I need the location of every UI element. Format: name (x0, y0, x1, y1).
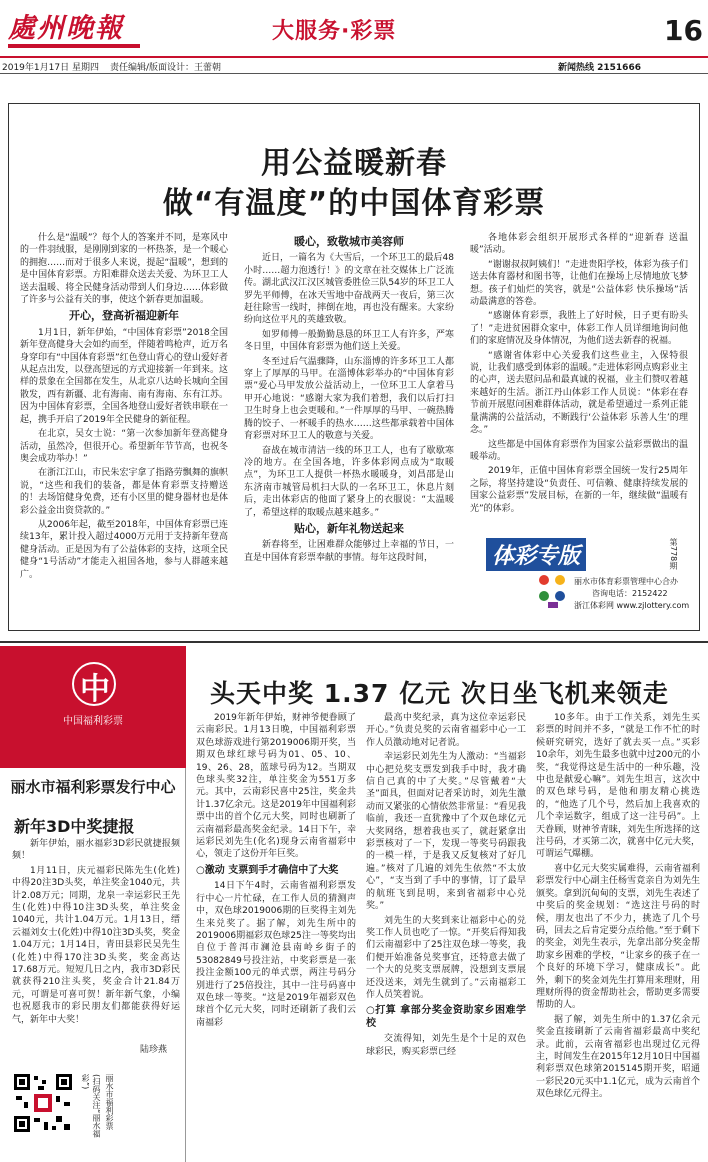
paragraph: 冬至过后气温骤降，山东淄博的许多环卫工人都穿上了厚厚的马甲。在淄博体彩举办的“中国体育彩票”爱心马甲发放公益活动上，一位环卫工人拿着马甲开心地说：“感谢大家为我们着想，我们以后打扫卫生时身上也会更暖和。”一件厚厚的马甲、一碗热腾腾的饺子、一杯暖手的热水……这些都承载着中国体育彩票对环卫工人的敬意与关爱。 (244, 356, 454, 442)
jackpot-column-2 (366, 712, 526, 1158)
paragraph: 近日，一篇名为《大雪后，一个环卫工的最后48小时……超力泡透行！》的文章在社交媒体上广泛流传。湖北武汉江汉区城管委胜俭三队54岁的环卫工人罗先平师傅，在冰天雪地中奋战两天一夜后，第三次赶往除雪一线时，摔倒在地，再也没有醒来。大家纷纷向这位平凡的英雄致敬。 (244, 253, 454, 326)
article-intro: 什么是“温暖”？每个人的答案并不同，是寒风中的一件羽绒服，是刚刚到家的一杯热茶，是一个暖心的拥抱……而对于很多人来说，提起“温暖”，想到的是中国体育彩票。方阳难群众送去关爱、为环卫工人送去温暖、将全民健身活动带到人们身边……体彩做了许多与公益有关的事，使这个新春更加温暖。 (20, 233, 228, 306)
paragraph: 从2006年起，截至2018年，中国体育彩票已连续13年，累计投入超过4000万元用于支持新年登高健身活动。正是因为有了公益体彩的支持，这项全民健身“1号活动”才能走入祖国各地，参与人群越来越广。 (20, 519, 228, 580)
news-hotline: 新闻热线 2151666 (558, 63, 641, 73)
paragraph: 14日下午4时，云南省福利彩票发行中心一片忙碌，在工作人员的猜测声中，双色球2019006期的巨奖得主刘先生来兑奖了。据了解，刘先生所中的2019006期福彩双色球25注一等奖均出自位于普洱市澜沧县南岭乡街子的53082849号投注站，中奖彩票是一张投注金额100元的单式票，两注号码分别进行了25倍投注，其中一注号码喜中双色球一等奖。“这是2019年福彩双色球首个亿元大奖，同时还刷新了我们云南福彩 (196, 881, 356, 1028)
paragraph: 新春将至，让困难群众能够过上幸福的节日，一直是中国体育彩票奉献的事情。每年这段时间， (244, 540, 454, 563)
logo-underline (8, 44, 140, 48)
header-subdivider (0, 73, 708, 74)
paragraph: 喜中亿元大奖实属难得，云南省福利彩票发行中心副主任杨雪竟亲自为刘先生颁奖。拿到沉甸甸的支票，刘先生表述了中奖后的奖金规划：“选这注号码的时候，朋友也出了不少力，挑选了几个号码，回去之后肯定要分点给他。”至于剩下的奖金，刘先生表示，先拿出部分奖金帮助家乡困难的学校，“让家乡的孩子在一个良好的环境下学习，健康成长”。此外，剩下的奖金刘先生打算用来理财，用理财所得的资金帮助社会，帮助更多需要帮助的人。 (536, 863, 700, 1011)
paragraph: 在浙江江山，市民朱宏宇拿了指路劳飘舞的旗帜说，“这些和我们的装备，都是体育彩票支持赠送的！去场馆健身免费，还有小区里的健身器材也是体彩公益金出资贷款的。” (20, 468, 228, 516)
paragraph: 2019年，正值中国体育彩票全国统一发行25周年之际，将坚持建设“负责任、可信赖、健康持续发展的国家公益彩票”发展目标，在新的一年，继续做“温暖有光”的体彩。 (470, 466, 688, 514)
qr-caption: (扫码关注“丽水福彩”) (81, 1074, 101, 1138)
welfare-logo-symbol-icon: 中 (80, 672, 110, 707)
article-subhead: ○激动 支票到手才确信中了大奖 (196, 864, 339, 876)
paragraph: 奋战在城市清洁一线的环卫工人，也有了歇歇寒冷的地方。在全国各地，许多体彩网点成为“取暖点”，为环卫工人提供一杯热水暖暖身，刘昌邵是山东济南市城管局机扫大队的一名环卫工，休息片刻后，走出体彩店的他面了紧身上的衣服说：“太温暖了，希望这样的取暖点越来越多。” (244, 445, 454, 518)
paragraph: “谢谢叔叔阿姨们！”走进贵阳学校，体彩为孩子们送去体育器材和图书等，让他们在操场上尽情地放飞梦想。孩子们灿烂的笑容，就是“公益体彩 快乐操场”活动最满意的答卷。 (470, 259, 688, 308)
paragraph: 各地体彩会组织开展形式各样的“迎新春 送温暖”活动。 (470, 233, 688, 256)
issue-number: 第778期 (669, 538, 678, 570)
paragraph: 1月1日，新年伊始，“中国体育彩票”2018全国新年登高健身大会如约而至，伴随着鸣枪声，近万名身穿印有“中国体育彩票”红色登山背心的登山爱好者从起点出发，以登高望远的方式迎接新一年到来。这样的景象在全国都在发生，从北京八达岭长城向全国散发，西有新疆、北有海南、南有海南、东有江苏。因为中国体育彩票，全国各地登山爱好者铁串联在一起，携手开启了2019年全民健身的新征程。 (20, 327, 228, 425)
article-subhead: 暖心，致敬城市美容师 (294, 235, 404, 248)
jackpot-column-1 (196, 712, 356, 1158)
sports-lottery-logo-icon (536, 572, 570, 610)
article-headline-line1: 用公益暖新春 (261, 146, 447, 181)
paragraph: 10多年。由于工作关系，刘先生买彩票的时间并不多，“就是工作不忙的时候研究研究，选好了就去买一点。”买彩10余年，刘先生最多也就中过200元的小奖，“我觉得这是生活中的一种乐趣，没中也是献爱心嘛”。刘先生坦言，这次中的双色球号码，是他和朋友精心挑选的，“他选了几个号，然后加上我喜欢的几个幸运数字，组成了这一注号码”。上天眷顾，财神爷青睐，刘先生所选择的这注号码，才买第二次，就喜中亿元大奖，可谓运气爆棚。 (536, 713, 700, 860)
issue-date: 2019年1月17日 星期四 (2, 63, 99, 73)
newspaper-logo: 處州晚報 (8, 13, 124, 44)
paragraph: 交流得知，刘先生是个十足的双色球彩民，购买彩票已经 (366, 1034, 526, 1057)
brand-website: 浙江体彩网 www.zjlottery.com (574, 601, 690, 610)
paragraph: 新年伊始，丽水福彩3D彩民就捷报频频！ (12, 839, 180, 862)
jackpot-headline: 头天中奖 1.37 亿元 次日坐飞机来领走 (210, 679, 669, 708)
brand-phone: 咨询电话：2152422 (592, 589, 668, 598)
paragraph: 最高中奖纪录，真为这位幸运彩民开心。”负责兑奖的云南省福彩中心一工作人员激动地对记者说。 (366, 713, 526, 748)
editor-credit: 责任编辑/版面设计：王蕾朝 (110, 63, 222, 73)
paragraph: 幸运彩民刘先生为人激动：“当福彩中心把兑奖支票发到我手中时，我才确信自己真的中了大奖。”尽管戴着“大圣”面具，但面对记者采访时，刘先生激动而又紧张的心情依然非常显：“看见我临前，我还一直犹豫中了个双色球亿元大奖网络，想着我也买了，就赶紧拿出彩票核对了一下，发现一等奖号码跟我的一模一样，于是我又反复核对了好几遍。”核对了几遍的刘先生依然“不太放心”，“支当到了手中的事情，订了最早的航班飞到昆明，来到省福彩中心兑奖。” (366, 752, 526, 912)
welfare-center-name: 丽水市福利彩票发行中心 (10, 778, 176, 796)
article-subhead: 开心，登高祈福迎新年 (69, 309, 179, 323)
page-number: 16 (664, 14, 703, 47)
paragraph: 2019年新年伊始，财神爷便眷顾了云南彩民。1月13日晚，中国福利彩票双色球游戏进行第2019006期开奖，当期双色球红球号码为01、05、10、19、26、28，蓝球号码为12。当期双色球头奖32注，单注奖金为551万多元。其中，云南彩民喜中25注，奖金共计1.37亿余元。这是2019年中国福利彩票中出的首个亿元大奖，同时也刷新了云南福彩最高奖金纪录。14日下午，幸运彩民刘先生(化名)现身云南省福彩中心，领走了这份开年巨奖。 (196, 713, 356, 860)
sports-lottery-banner: 体彩专版 (486, 538, 586, 571)
jackpot-column-3 (536, 712, 700, 1158)
welfare-logo-text: 中国福利彩票 (63, 716, 123, 727)
article-column-3 (470, 232, 688, 530)
paragraph: 这些都是中国体育彩票作为国家公益彩票做出的温暖举动。 (470, 439, 688, 462)
qr-caption-org: 丽水市福利彩票 (105, 1074, 114, 1130)
paragraph: “感谢省体彩中心关爱我们这些业主，入保特很说，让我们感受到体彩的温暖。”走进体彩网点购彩业主的心声，送去慰问品和最真诚的祝福，业主们赞叹着越来越好的生活。浙江丹山体彩工作人员说：“体彩在春节前开展慰问困难群体活动，就是希望通过一系列正能量满满的公益活动，不断践行‘公益体彩 乐善人生’的理念。” (470, 350, 688, 436)
article-headline-line2: 做“有温度”的中国体育彩票 (162, 186, 546, 221)
article-column-2 (244, 232, 454, 624)
article-column-1 (20, 232, 228, 624)
paragraph: “感谢体育彩票，我胜上了好时候，日子更有盼头了！”走进贫困群众家中，体彩工作人员详细地询问他们的家庭情况及身体情况，为他们送去新春的祝福。 (470, 311, 688, 347)
qr-code-icon (12, 1072, 74, 1134)
article-subhead: 贴心，新年礼物送起来 (294, 521, 404, 535)
3d-news-headline: 新年3D中奖捷报 (14, 817, 135, 836)
paragraph: 如罗师傅一般勤勤恳恳的环卫工人有许多，严寒冬日里，中国体育彩票为他们送上关爱。 (244, 329, 454, 353)
3d-news-body (12, 838, 180, 1056)
news-author: 陆珍燕 (140, 1045, 168, 1055)
article-subhead: ○打算 拿部分奖金资助家乡困难学校 (366, 1005, 526, 1029)
section-divider (0, 641, 708, 643)
brand-organizer: 丽水市体育彩票管理中心合办 (574, 577, 678, 586)
paragraph: 刘先生的大奖到来让福彩中心的兑奖工作人员也吃了一惊。“开奖后得知我们云南福彩中了25注双色球一等奖，我们便开始准备兑奖事宜，还特意去做了一个大的兑奖支票展牌，没想到支票展还没送来，刘先生就到了。”云南福彩工作人员笑着说。 (366, 915, 526, 1000)
section-title: 大服务·彩票 (272, 19, 397, 44)
paragraph: 据了解，刘先生所中的1.37亿余元奖金直接刷新了云南省福彩最高中奖纪录。此前，云南省福彩也出现过亿元得主，时间发生在2015年12月10日中国福利彩票双色球第2015145期开奖，昭通一彩民20元买中1.1亿元，成为云南首个双色球亿元得主。 (536, 1014, 700, 1100)
header-divider (0, 56, 708, 58)
paragraph: 在北京，吴女士说：“第一次参加新年登高健身活动，虽然冷，但很开心。希望新年节节高，也祝冬奥会成功举办！” (20, 429, 228, 464)
paragraph: 1月11日，庆元福彩民陈先生(化姓)中得20注3D头奖，单注奖金1040元，共计2.08万元；同期，龙泉一幸运彩民王先生(化姓)中得10注3D头奖，单注奖金1040元，共计1.04万元。1月13日，缙云福刘女士(化姓)中得10注3D头奖，奖金1.04万元；1月14日，青田县彩民吴先生(化姓)中得170注3D头奖，奖金高达17.68万元。短短几日之内，我市3D彩民就获得210注头奖，奖金合计21.84万元，可谓是可喜可贺！新年新气象，小编也祝愿我市的彩民朋友们都能获得好运气，新年中大奖！ (12, 865, 180, 1025)
